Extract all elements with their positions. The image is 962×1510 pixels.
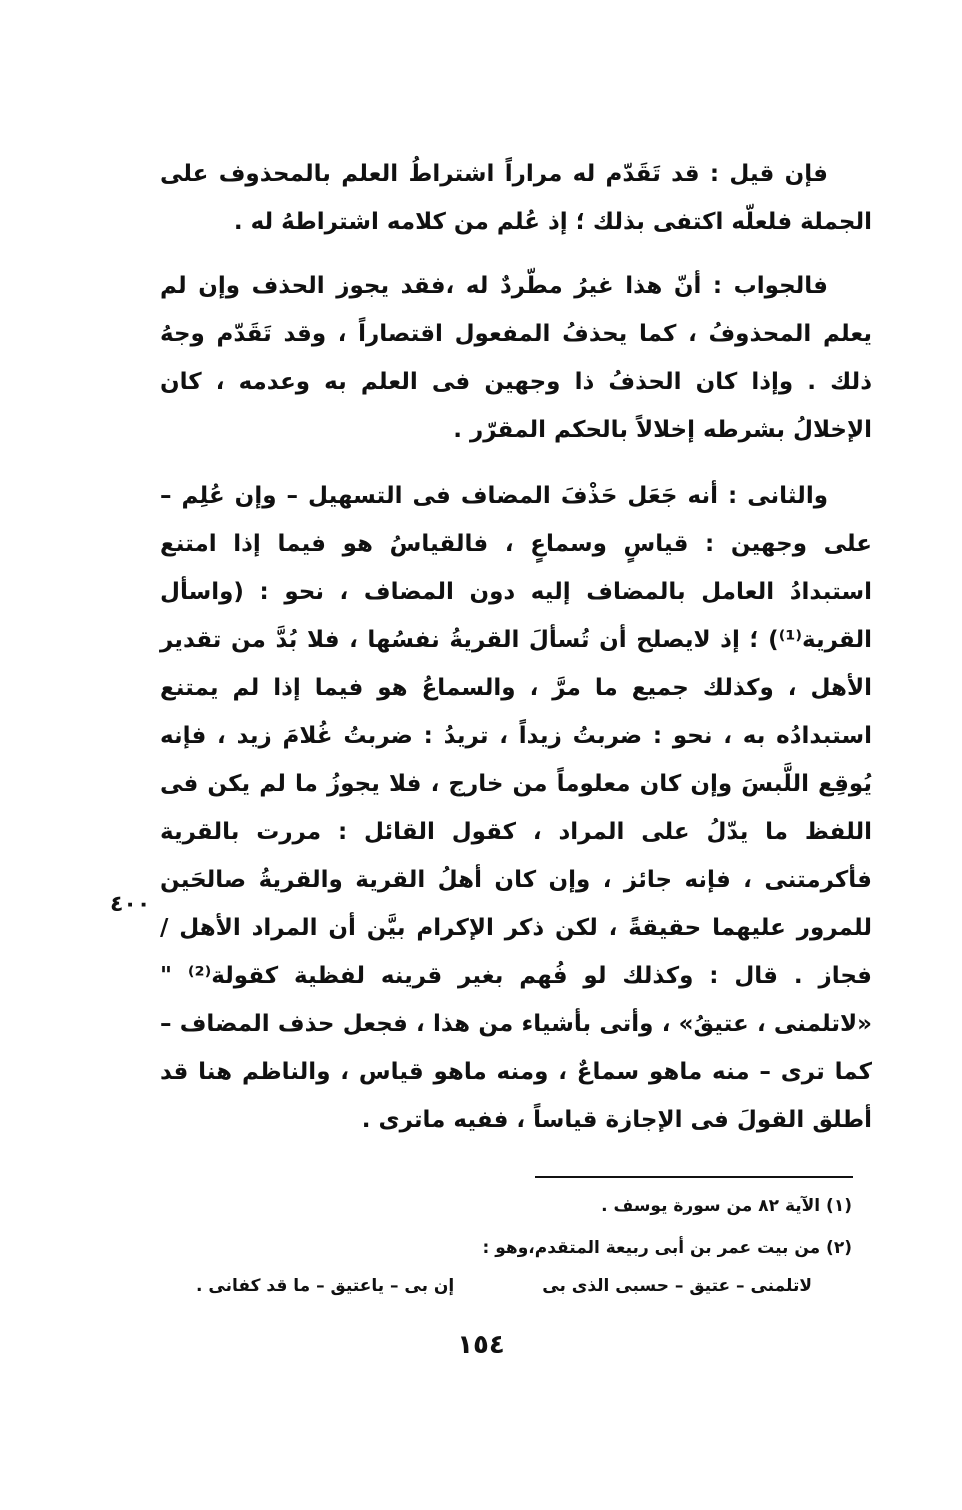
main-text-paragraph-2 — [160, 262, 872, 454]
footnote-separator — [535, 1176, 853, 1178]
footnote-2: (٢) من بيت عمر بن أبى ربيعة المتقدم،وهو : — [482, 1238, 852, 1258]
main-text-paragraph-1 — [160, 150, 872, 246]
page-number: ١٥٤ — [457, 1330, 505, 1360]
main-text-paragraph-3 — [160, 472, 872, 1144]
footnote-verse-first-hemistich: لاتلمنى – عتيق – حسبى الذى بى — [542, 1276, 812, 1296]
paragraph-text: فإن قيل : قد تَقَدّم له مراراً اشتراطُ العلم بالمحذوف على الجملة فلعلّه اكتفى بذلك ؛ إذ عُلم من كلامه اشتراطهُ له . — [160, 161, 872, 235]
paragraph-text: والثانى : أنه جَعَل حَذْفَ المضاف فى التسهيل – وإن عُلِم – على وجهين : قياسٍ وسماعٍ ، فالقياسُ هو فيما إذا امتنع استبدادُ العامل بالمضاف إليه دون المضاف ، نحو : (واسأل القرية⁽¹⁾) ؛ إذ لايصلح أن تُسألَ القريةُ نفسُها ، فلا بُدَّ من تقدير الأهل ، وكذلك جميع ما مرَّ ، والسماعُ هو فيما إذا لم يمتنع استبدادُه به ، نحو : ضربتُ زيداً ، تريدُ : ضربتُ غُلامَ زيد ، فإنه يُوقِع اللَّبسَ وإن كان معلوماً من خارج ، فلا يجوزُ ما لم يكن فى اللفظ ما يدّلُ على المراد ، كقول القائل : مررت بالقرية فأكرمتنى ، فإنه جائز ، وإن كان أهلُ القرية والقريةُ صالحَين للمرور عليهما حقيقةً ، لكن ذكر الإكرام بيَّن أن المراد الأهل / فجاز . قال : وكذلك لو فُهم بغير قرينه لفظية كقولة⁽²⁾ " «لاتلمنى ، عتيقُ» ، وأتى بأشياء من هذا ، فجعل حذف المضاف – كما ترى – منه ماهو سماعٌ ، ومنه ماهو قياس ، والناظم هنا قد أطلق القولَ فى الإجازة قياساً ، ففيه ماترى . — [160, 483, 872, 1133]
footnote-verse-second-hemistich: إن بى – ياعتيق – ما قد كفانى . — [196, 1276, 455, 1296]
manuscript-folio-number: ٤٠٠ — [110, 892, 151, 917]
paragraph-text: فالجواب : أنّ هذا غيرُ مطّردٌ له ،فقد يجوز الحذف وإن لم يعلم المحذوفُ ، كما يحذفُ المفعول اقتصاراً ، وقد تَقَدّم وجهُ ذلك . وإذا كان الحذفُ ذا وجهين فى العلم به وعدمه ، كان الإخلالُ بشرطه إخلالاً بالحكم المقرّر . — [160, 273, 872, 443]
footnote-1: (١) الآية ٨٢ من سورة يوسف . — [601, 1196, 852, 1216]
